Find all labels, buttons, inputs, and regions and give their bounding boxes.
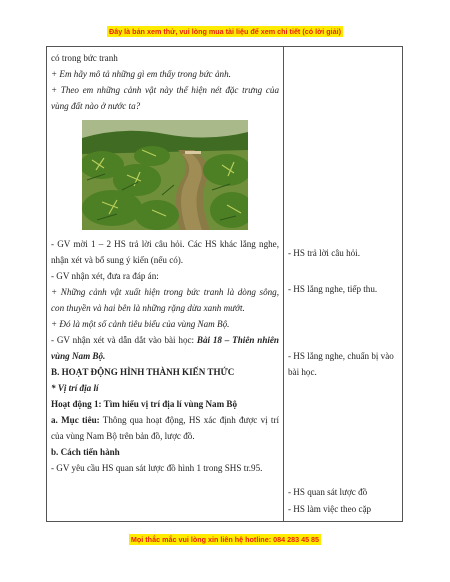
question-line: + Theo em những cảnh vật này thể hiện nét đặc trưng của vùng đất nào ở nước ta? (51, 85, 279, 111)
header-banner-text: Đây là bản xem thử, vui lòng mua tài liệu để xem chi tiết (có lời giải) (109, 27, 341, 36)
question-line: + Em hãy mô tả những gì em thấy trong bức ảnh. (51, 69, 231, 79)
footer-banner (0, 535, 450, 544)
activity-heading: Hoạt động 1: Tìm hiểu vị trí địa lí vùng Nam Bộ (51, 399, 238, 409)
footer-banner-text: Mọi thắc mắc vui lòng xin liên hệ hotline: 084 283 45 85 (130, 535, 320, 544)
subsection-heading: * Vị trí địa lí (51, 383, 99, 393)
text-line: có trong bức tranh (51, 53, 118, 63)
objective-label: a. Mục tiêu: (51, 415, 100, 425)
text-line: - GV nhận xét, đưa ra đáp án: (51, 271, 159, 281)
objective (51, 412, 279, 444)
objective-text: Thông qua hoạt động, HS xác định được vị trí của vùng Nam Bộ trên bản đồ, lược đồ. (51, 415, 279, 441)
answer-line: + Những cảnh vật xuất hiện trong bức tranh là dòng sông, con thuyền và hai bên là những rặng dừa xanh mướt. (51, 287, 279, 313)
column-divider (283, 47, 284, 521)
mekong-river-photo (82, 120, 248, 230)
teacher-activities-column (51, 50, 279, 476)
lesson-intro-text: - GV nhận xét và dẫn dắt vào bài học: (51, 335, 197, 345)
lesson-intro (51, 332, 279, 364)
student-response: - HS trả lời câu hỏi. (288, 248, 360, 258)
header-banner (0, 27, 450, 36)
lesson-table (46, 46, 403, 522)
student-activities-column (288, 47, 400, 521)
lesson-title: Bài 18 – Thiên nhiên vùng Nam Bộ. (51, 335, 279, 361)
text-line: - GV yêu cầu HS quan sát lược đồ hình 1 trong SHS tr.95. (51, 463, 263, 473)
student-response: - HS lắng nghe, chuẩn bị vào bài học. (288, 351, 394, 377)
section-heading: B. HOẠT ĐỘNG HÌNH THÀNH KIẾN THỨC (51, 367, 235, 377)
student-response: - HS lắng nghe, tiếp thu. (288, 284, 378, 294)
answer-line: + Đó là một số cảnh tiêu biểu của vùng Nam Bộ. (51, 319, 230, 329)
text-line: - GV mời 1 – 2 HS trả lời câu hỏi. Các HS khác lắng nghe, nhận xét và bổ sung ý kiến (nếu có). (51, 239, 279, 265)
procedure-heading: b. Cách tiến hành (51, 447, 120, 457)
student-response: - HS làm việc theo cặp (288, 504, 372, 514)
student-response: - HS quan sát lược đồ (288, 487, 368, 497)
